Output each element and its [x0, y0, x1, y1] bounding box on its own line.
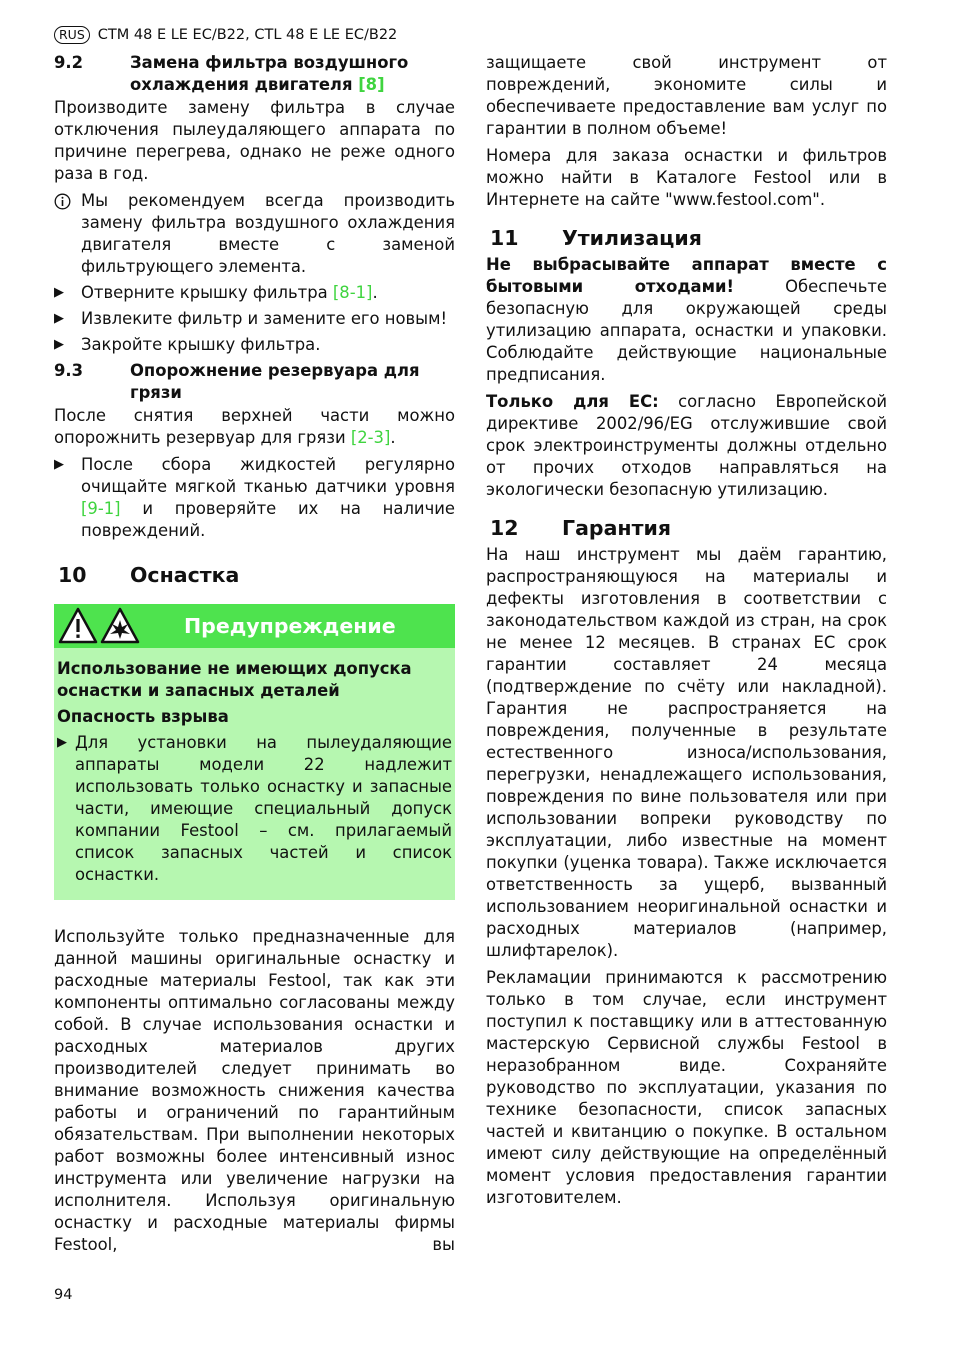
- paragraph: Номера для заказа оснастки и фильтров можно найти в Каталоге Festool или в Интернете на сайте "www.festool.com".: [486, 146, 887, 209]
- list-item: ▶ Извлеките фильтр и замените его новым!: [54, 309, 448, 328]
- figure-ref: [8-1]: [332, 283, 373, 302]
- list-item: ▶ Отверните крышку фильтра [8-1].: [54, 283, 378, 302]
- paragraph: На наш инструмент мы даём гарантию, распространяющуюся на материалы и дефекты изготовления в соответствии с законодательством каждой из стран, на срок не менее 12 месяцев. В странах ЕС срок гарантии составляет 24 месяца (подтверждение по счёту или накладной). Гарантия не распространяется на повреждения, полученные в результате естественного износа/использования, перегрузки, ненадлежащего использования, повреждения по вине пользователя или при использовании вопреки руководству по эксплуатации, либо известные на момент покупки (уценка товара). Также исключается ответственность за ущерб, вызванный использованием неоригинальной оснастки и расходных материалов (например, шлифтарелок).: [486, 545, 887, 960]
- list-item: ▶ Для установки на пылеудаляющие аппараты модели 22 надлежит использовать только оснастку и запасные части, имеющие специальный допуск компании Festool – см. прилагаемый список запасных частей и список оснастки.: [57, 733, 452, 884]
- paragraph: Только для ЕС: согласно Европейской директиве 2002/96/EG отслужившие свой срок электроинструменты должны отдельно от прочих отходов направляться на экологически безопасную утилизацию.: [486, 392, 887, 499]
- paragraph: Рекламации принимаются к рассмотрению только в том случае, если инструмент поступил к поставщику или в аттестованную мастерскую Сервисной службы Festool в неразобранном виде. Сохраняйте руководство по эксплуатации, указания по технике безопасности, список запасных частей и квитанцию о покупке. В остальном имеют силу действующие на определённый момент условия предоставления гарантии изготовителем.: [486, 968, 887, 1207]
- section-12-heading: 12 Гарантия: [490, 516, 671, 540]
- paragraph: Не выбрасывайте аппарат вместе с бытовыми отходами! Обеспечьте безопасную для окружающей среды утилизацию аппарата, оснастки и упаковки. Соблюдайте действующие национальные предписания.: [486, 255, 887, 384]
- paragraph: защищаете свой инструмент от повреждений, экономите силы и обеспечиваете предоставление вам услуг по гарантии в полном объеме!: [486, 53, 887, 138]
- section-10-heading: 10 Оснастка: [58, 563, 240, 587]
- list-item: ▶ Закройте крышку фильтра.: [54, 335, 321, 354]
- bullet-arrow-icon: ▶: [54, 457, 64, 472]
- bullet-arrow-icon: ▶: [57, 735, 67, 750]
- warning-heading: Использование не имеющих допуска оснастки и запасных деталей: [57, 659, 412, 700]
- warning-header: [54, 604, 455, 648]
- left-column: [54, 52, 455, 1261]
- figure-ref: [2-3]: [350, 428, 391, 447]
- model-title: CTM 48 E LE EC/B22, CTL 48 E LE EC/B22: [97, 27, 398, 43]
- paragraph: После снятия верхней части можно опорожнить резервуар для грязи [2-3].: [54, 406, 455, 447]
- warning-title: Предупреждение: [184, 614, 396, 638]
- warning-triangle-icon: [58, 607, 98, 645]
- warning-box: [54, 604, 455, 900]
- section-9-3-heading: 9.3 Опорожнение резервуара для грязи: [54, 361, 420, 402]
- language-badge: RUS: [54, 26, 90, 44]
- page-number: 94: [54, 1287, 73, 1303]
- warning-subheading: Опасность взрыва: [57, 707, 229, 726]
- list-item: ▶ После сбора жидкостей регулярно очищайте мягкой тканью датчики уровня [9-1] и проверяйте их на наличие повреждений.: [54, 455, 455, 540]
- section-11-heading: 11 Утилизация: [490, 226, 702, 250]
- bullet-arrow-icon: ▶: [54, 285, 64, 300]
- right-column: [486, 52, 887, 1214]
- info-icon: [54, 190, 81, 278]
- paragraph: Производите замену фильтра в случае отключения пылеудаляющего аппарата по причине перегрева, однако не реже одного раза в год.: [54, 98, 455, 183]
- warning-body: [54, 648, 455, 900]
- bullet-arrow-icon: ▶: [54, 337, 64, 352]
- explosion-hazard-icon: [100, 607, 140, 645]
- section-9-2-heading: 9.2 Замена фильтра воздушного охлаждения двигателя [8]: [54, 53, 409, 94]
- figure-ref: [9-1]: [81, 499, 121, 518]
- figure-ref: [8]: [358, 75, 385, 94]
- bullet-arrow-icon: ▶: [54, 311, 64, 326]
- paragraph: Используйте только предназначенные для данной машины оригинальные оснастку и расходные материалы Festool, так как эти компоненты оптимально согласованы между собой. В случае использования оснастки и расходных материалов других производителей следует принимать во внимание возможность снижения качества работы и ограничений по гарантийным обязательствам. При выполнении некоторых работ возможны более интенсивный износ инструмента или увеличение нагрузки на исполнителя. Используя оригинальную оснастку и расходные материалы фирмы Festool, вы: [54, 927, 455, 1254]
- page-header: [54, 26, 397, 44]
- info-note: Мы рекомендуем всегда производить замену фильтра воздушного охлаждения двигателя вместе с заменой фильтрующего элемента.: [54, 190, 455, 278]
